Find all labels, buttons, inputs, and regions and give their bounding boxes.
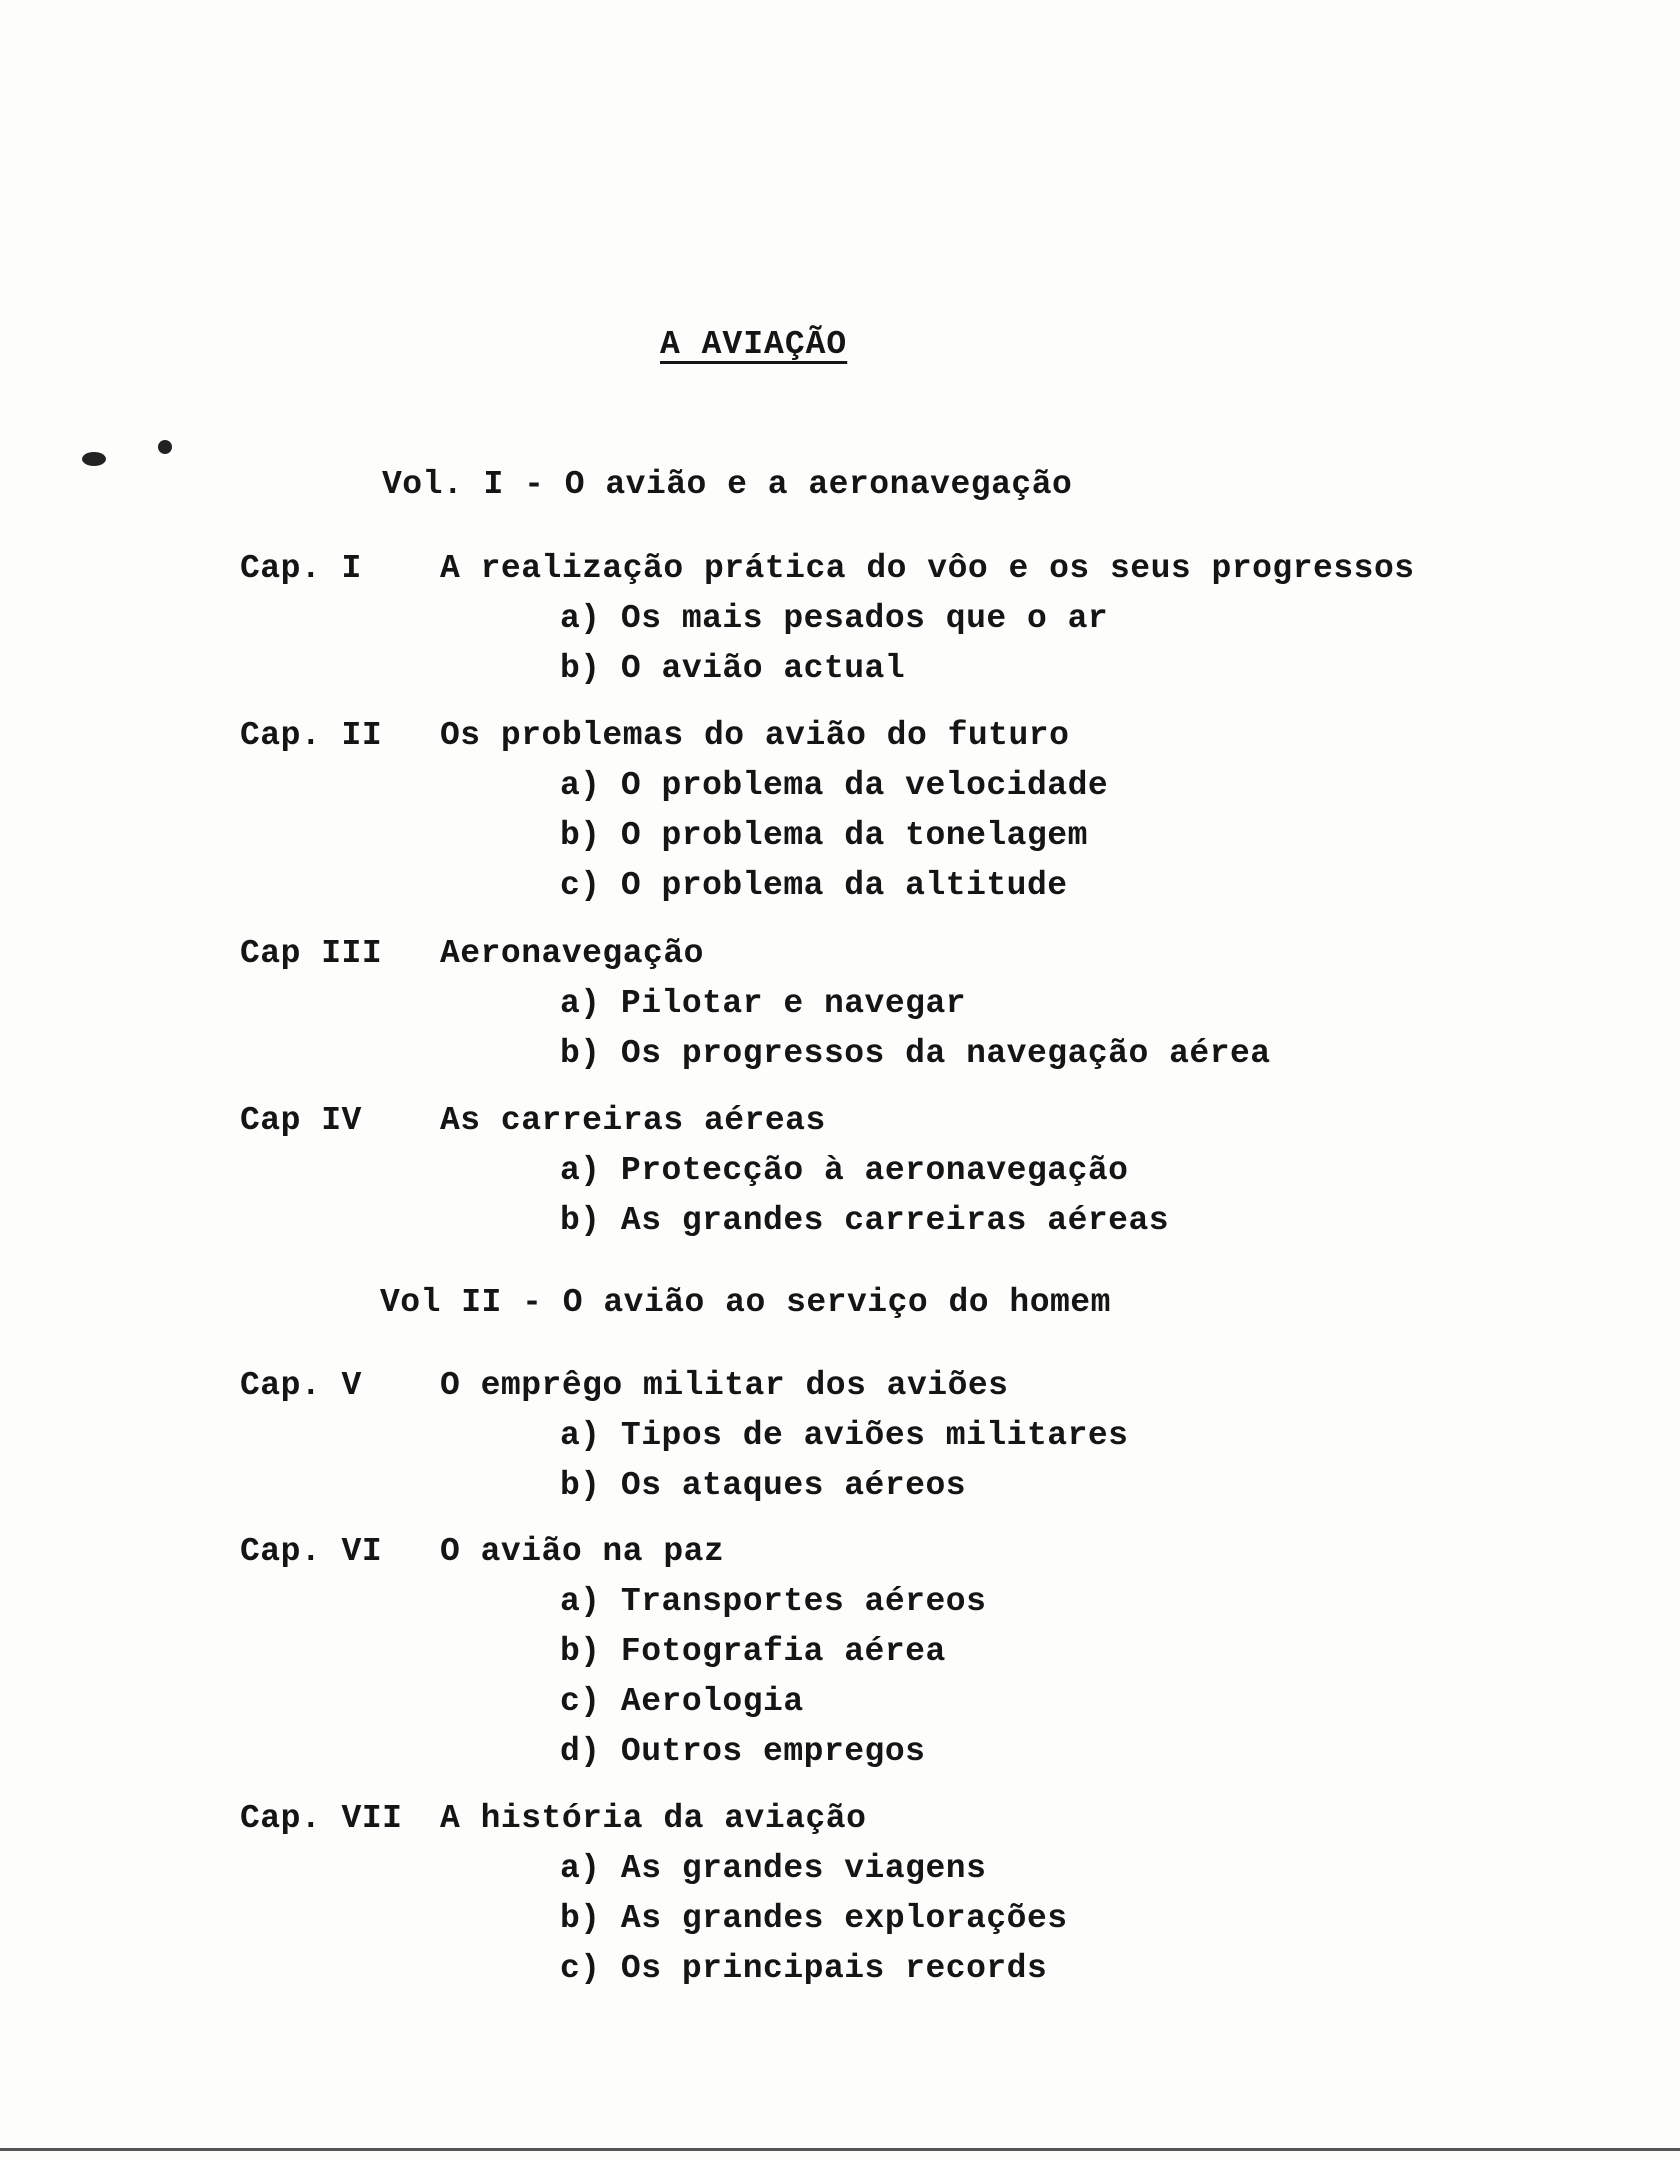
ink-blot: [82, 452, 106, 466]
chapter-item: a) Os mais pesados que o ar: [560, 600, 1109, 637]
chapter-title: A realização prática do vôo e os seus progressos: [440, 550, 1415, 587]
chapter-item: a) As grandes viagens: [560, 1850, 987, 1887]
chapter-title: As carreiras aéreas: [440, 1102, 826, 1139]
document-title: A AVIAÇÃO: [660, 326, 848, 363]
chapter-item: b) O avião actual: [560, 650, 906, 687]
chapter-item: b) As grandes explorações: [560, 1900, 1068, 1937]
chapter-label: Cap. II: [240, 717, 383, 754]
chapter-item: b) Os ataques aéreos: [560, 1467, 967, 1504]
chapter-title: Os problemas do avião do futuro: [440, 717, 1070, 754]
chapter-item: a) O problema da velocidade: [560, 767, 1109, 804]
chapter-item: d) Outros empregos: [560, 1733, 926, 1770]
chapter-item: a) Protecção à aeronavegação: [560, 1152, 1129, 1189]
chapter-label: Cap III: [240, 935, 383, 972]
chapter-label: Cap. V: [240, 1367, 362, 1404]
chapter-label: Cap. VI: [240, 1533, 383, 1570]
ink-dot: [158, 440, 172, 454]
chapter-item: a) Tipos de aviões militares: [560, 1417, 1129, 1454]
chapter-item: b) As grandes carreiras aéreas: [560, 1202, 1170, 1239]
chapter-item: b) O problema da tonelagem: [560, 817, 1088, 854]
chapter-title: O avião na paz: [440, 1533, 725, 1570]
chapter-item: c) O problema da altitude: [560, 867, 1068, 904]
chapter-title: A história da aviação: [440, 1800, 867, 1837]
chapter-item: c) Aerologia: [560, 1683, 804, 1720]
chapter-label: Cap. VII: [240, 1800, 403, 1837]
volume-heading-1: Vol. I - O avião e a aeronavegação: [382, 466, 1073, 503]
chapter-item: b) Fotografia aérea: [560, 1633, 946, 1670]
chapter-item: c) Os principais records: [560, 1950, 1048, 1987]
chapter-title: O emprêgo militar dos aviões: [440, 1367, 1009, 1404]
chapter-item: a) Transportes aéreos: [560, 1583, 987, 1620]
chapter-label: Cap. I: [240, 550, 362, 587]
chapter-label: Cap IV: [240, 1102, 362, 1139]
chapter-item: a) Pilotar e navegar: [560, 985, 967, 1022]
volume-heading-2: Vol II - O avião ao serviço do homem: [380, 1284, 1111, 1321]
chapter-item: b) Os progressos da navegação aérea: [560, 1035, 1271, 1072]
scan-edge-line: [0, 2148, 1680, 2151]
chapter-title: Aeronavegação: [440, 935, 704, 972]
